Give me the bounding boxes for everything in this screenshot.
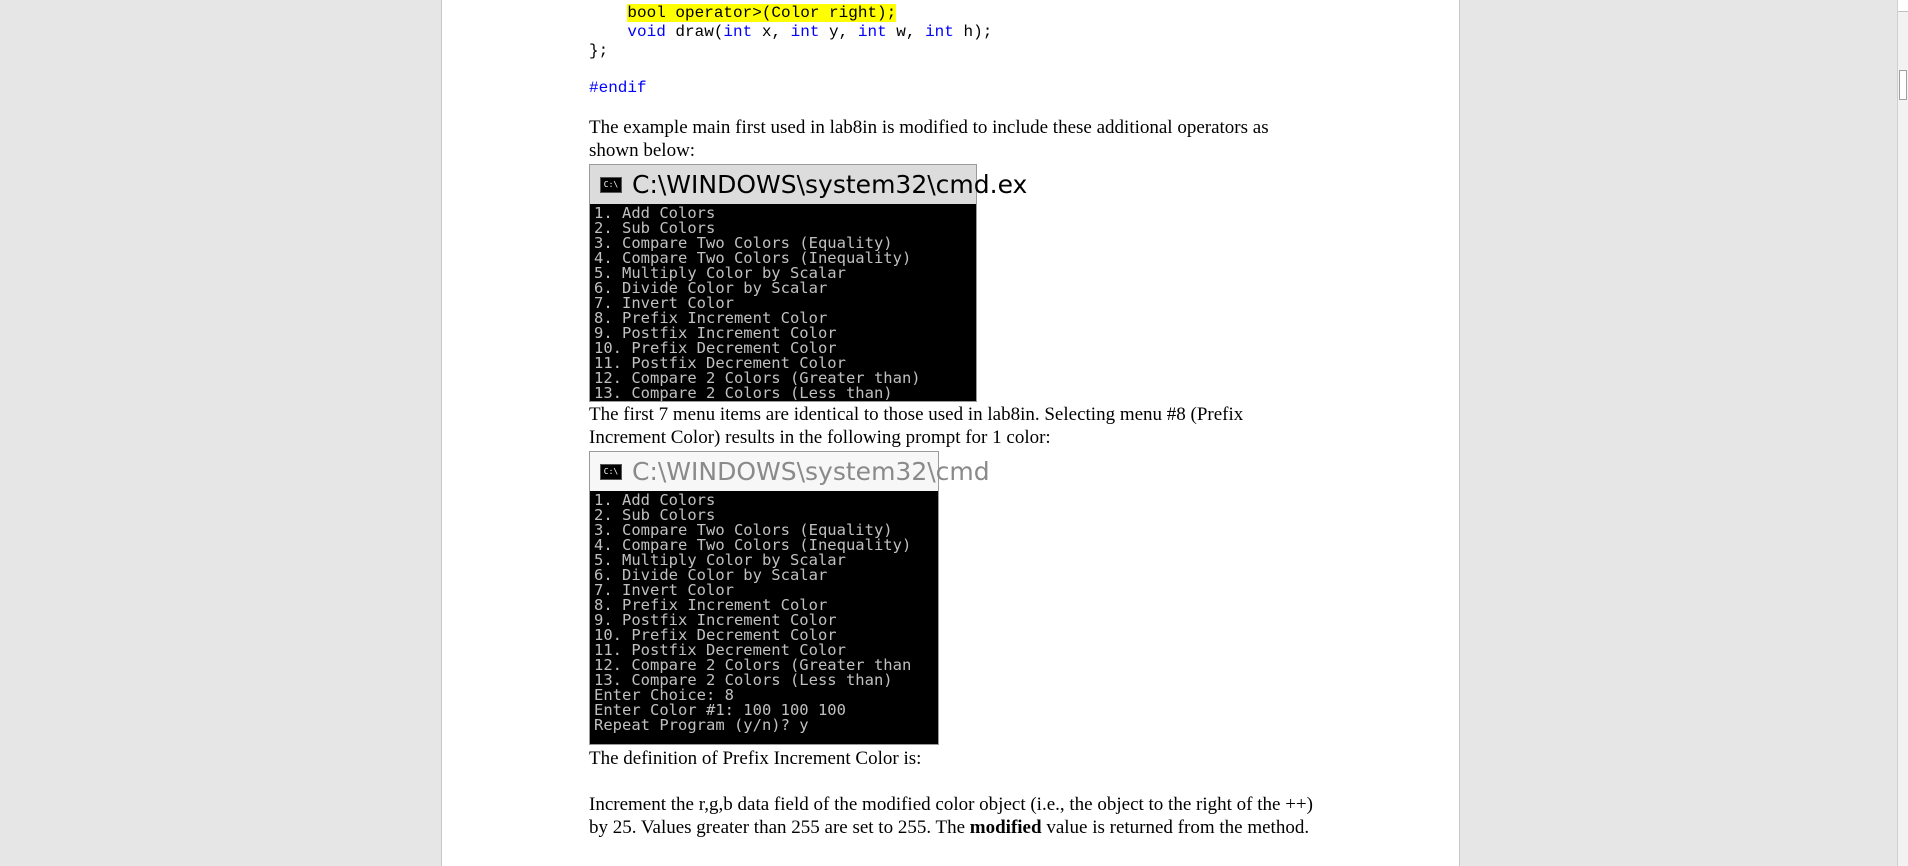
paragraph-definition-heading: The definition of Prefix Increment Color is: xyxy=(589,748,922,769)
console-line: 6. Divide Color by Scalar xyxy=(594,566,828,584)
console-line: Enter Color #1: 100 100 100 xyxy=(594,701,846,719)
console-line: 11. Postfix Decrement Color xyxy=(594,641,846,659)
console-line: 3. Compare Two Colors (Equality) xyxy=(594,521,893,539)
code-line-draw: void draw(int x, int y, int w, int h); xyxy=(627,23,993,41)
console-line: 4. Compare Two Colors (Inequality) xyxy=(594,536,912,554)
console-line: 5. Multiply Color by Scalar xyxy=(594,264,846,282)
scrollbar-thumb[interactable] xyxy=(1899,70,1907,100)
bold-modified: modified xyxy=(969,817,1042,838)
paragraph-intro: The example main first used in lab8in is modified to include these additional operators as shown below: xyxy=(589,117,1269,161)
console-line: 10. Prefix Decrement Color xyxy=(594,339,837,357)
console-line: 7. Invert Color xyxy=(594,294,734,312)
console-line: 7. Invert Color xyxy=(594,581,734,599)
console-line: 4. Compare Two Colors (Inequality) xyxy=(594,249,912,267)
console-titlebar xyxy=(590,452,990,491)
console-line: 3. Compare Two Colors (Equality) xyxy=(594,234,893,252)
console-line: 12. Compare 2 Colors (Greater than xyxy=(594,656,912,674)
console-line: 13. Compare 2 Colors (Less than) xyxy=(594,671,893,689)
code-line-close: }; xyxy=(589,42,609,60)
highlighted-code: bool operator>(Color right); xyxy=(627,4,897,22)
document-content xyxy=(589,0,1319,839)
console-line: 1. Add Colors xyxy=(594,204,716,222)
console-line: Enter Choice: 8 xyxy=(594,686,734,704)
console-titlebar xyxy=(590,165,1028,204)
console-line: 2. Sub Colors xyxy=(594,219,716,237)
console-line: 9. Postfix Increment Color xyxy=(594,611,837,629)
console-window-2 xyxy=(589,451,990,745)
console-title: C:\WINDOWS\system32\cmd.ex xyxy=(632,170,1028,199)
paragraph-definition: Increment the r,g,b data field of the modified color object (i.e., the object to the right of the ++) by 25. Values greater than 255 are set to 255. The modified value is returned from the method. xyxy=(589,794,1313,838)
code-endif: #endif xyxy=(589,79,647,97)
console-output xyxy=(590,491,938,733)
console-line: 8. Prefix Increment Color xyxy=(594,596,828,614)
scroll-up-arrow-icon[interactable] xyxy=(1898,0,1908,12)
code-line-operator xyxy=(589,4,1319,23)
console-line: 9. Postfix Increment Color xyxy=(594,324,837,342)
console-line: 1. Add Colors xyxy=(594,491,716,509)
vertical-scrollbar[interactable] xyxy=(1897,0,1908,866)
cmd-icon: C:\ xyxy=(600,464,622,480)
console-line: 11. Postfix Decrement Color xyxy=(594,354,846,372)
console-window-1 xyxy=(589,164,1028,402)
console-line: 6. Divide Color by Scalar xyxy=(594,279,828,297)
console-line: 10. Prefix Decrement Color xyxy=(594,626,837,644)
console-line: Repeat Program (y/n)? y xyxy=(594,716,809,734)
paragraph-first-seven: The first 7 menu items are identical to those used in lab8in. Selecting menu #8 (Prefix Increment Color) results in the following prompt for 1 color: xyxy=(589,404,1244,448)
console-line: 13. Compare 2 Colors (Less than) xyxy=(594,384,893,402)
console-line: 12. Compare 2 Colors (Greater than) xyxy=(594,369,921,387)
console-output xyxy=(590,204,976,401)
document-page xyxy=(441,0,1460,866)
console-line: 2. Sub Colors xyxy=(594,506,716,524)
console-title: C:\WINDOWS\system32\cmd xyxy=(632,457,990,486)
cmd-icon: C:\ xyxy=(600,177,622,193)
console-line: 5. Multiply Color by Scalar xyxy=(594,551,846,569)
console-line: 8. Prefix Increment Color xyxy=(594,309,828,327)
